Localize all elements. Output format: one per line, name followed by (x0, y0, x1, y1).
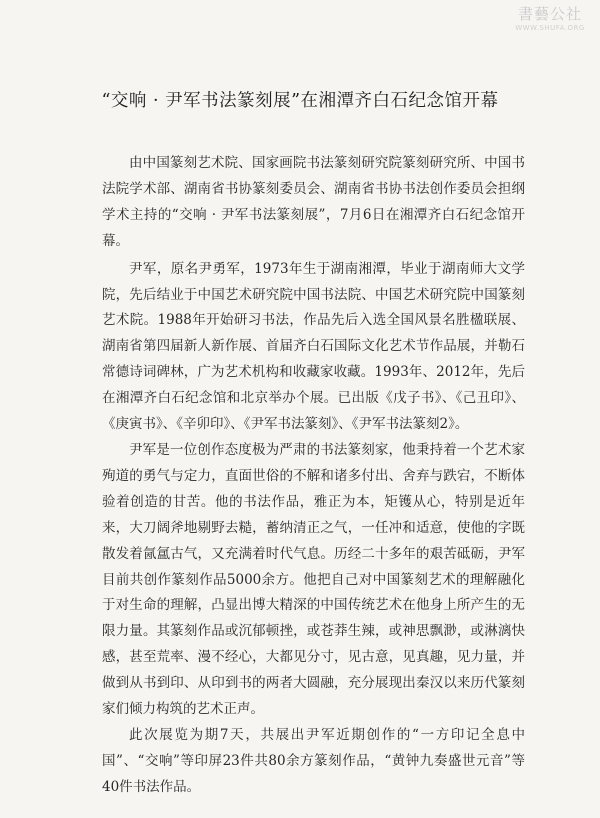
article-body (102, 151, 525, 801)
paragraph-biography: 尹军，原名尹勇军，1973年生于湖南湘潭，毕业于湖南师大文学院，先后结业于中国艺术研究院中国书法院、中国艺术研究院中国篆刻艺术院。1988年开始研习书法，作品先后入选全国风景名胜楹联展、湖南省第四届新人新作展、首届齐白石国际文化艺术节作品展，并勒石常德诗词碑林，广为艺术机构和收藏家收藏。1993年、2012年，先后在湘潭齐白石纪念馆和北京举办个展。已出版《戊子书》、《己丑印》、《庚寅书》、《辛卯印》、《尹军书法篆刻》、《尹军书法篆刻2》。 (102, 260, 525, 433)
site-watermark (506, 4, 594, 33)
paragraph-intro: 由中国篆刻艺术院、国家画院书法篆刻研究院篆刻研究所、中国书法院学术部、湖南省书协篆刻委员会、湖南省书协书法创作委员会担纲学术主持的“交响 · 尹军书法篆刻展”，7月6日在湘潭齐白石纪念馆开幕。 (102, 155, 525, 249)
watermark-logo-text: 書藝公社 (517, 5, 582, 23)
paragraph-artistry: 尹军是一位创作态度极为严肃的书法篆刻家，他秉持着一个艺术家殉道的勇气与定力，直面世俗的不解和诸多付出、舍弃与跌宕，不断体验着创造的甘苦。他的书法作品，雅正为本，矩镬从心，特别是近年来，大刀阔斧地剔野去糙，蓄纳清正之气，一任冲和适意，使他的字既散发着氤氲古气，又充满着时代气息。历经二十多年的艰苦砥砺，尹军目前共创作篆刻作品5000余方。他把自己对中国篆刻艺术的理解融化于对生命的理解，凸显出博大精深的中国传统艺术在他身上所产生的无限力量。其篆刻作品或沉郁顿挫，或苍莽生辣，或神思飘渺，或淋漓快感，甚至荒率、漫不经心，大都见分寸，见古意，见真趣，见力量，并做到从书到印、从印到书的两者大圆融，充分展现出秦汉以来历代篆刻家们倾力构筑的艺术正声。 (102, 441, 525, 718)
article-title: “交响 · 尹军书法篆刻展”在湘潭齐白石纪念馆开幕 (101, 91, 499, 111)
watermark-url: WWW.SHUFA.ORG (515, 24, 585, 32)
paragraph-exhibition: 此次展览为期7天，共展出尹军近期创作的“一方印记全息中国”、“交响”等印屏23件共80余方篆刻作品，“黄钟九奏盛世元音”等40件书法作品。 (102, 726, 525, 795)
